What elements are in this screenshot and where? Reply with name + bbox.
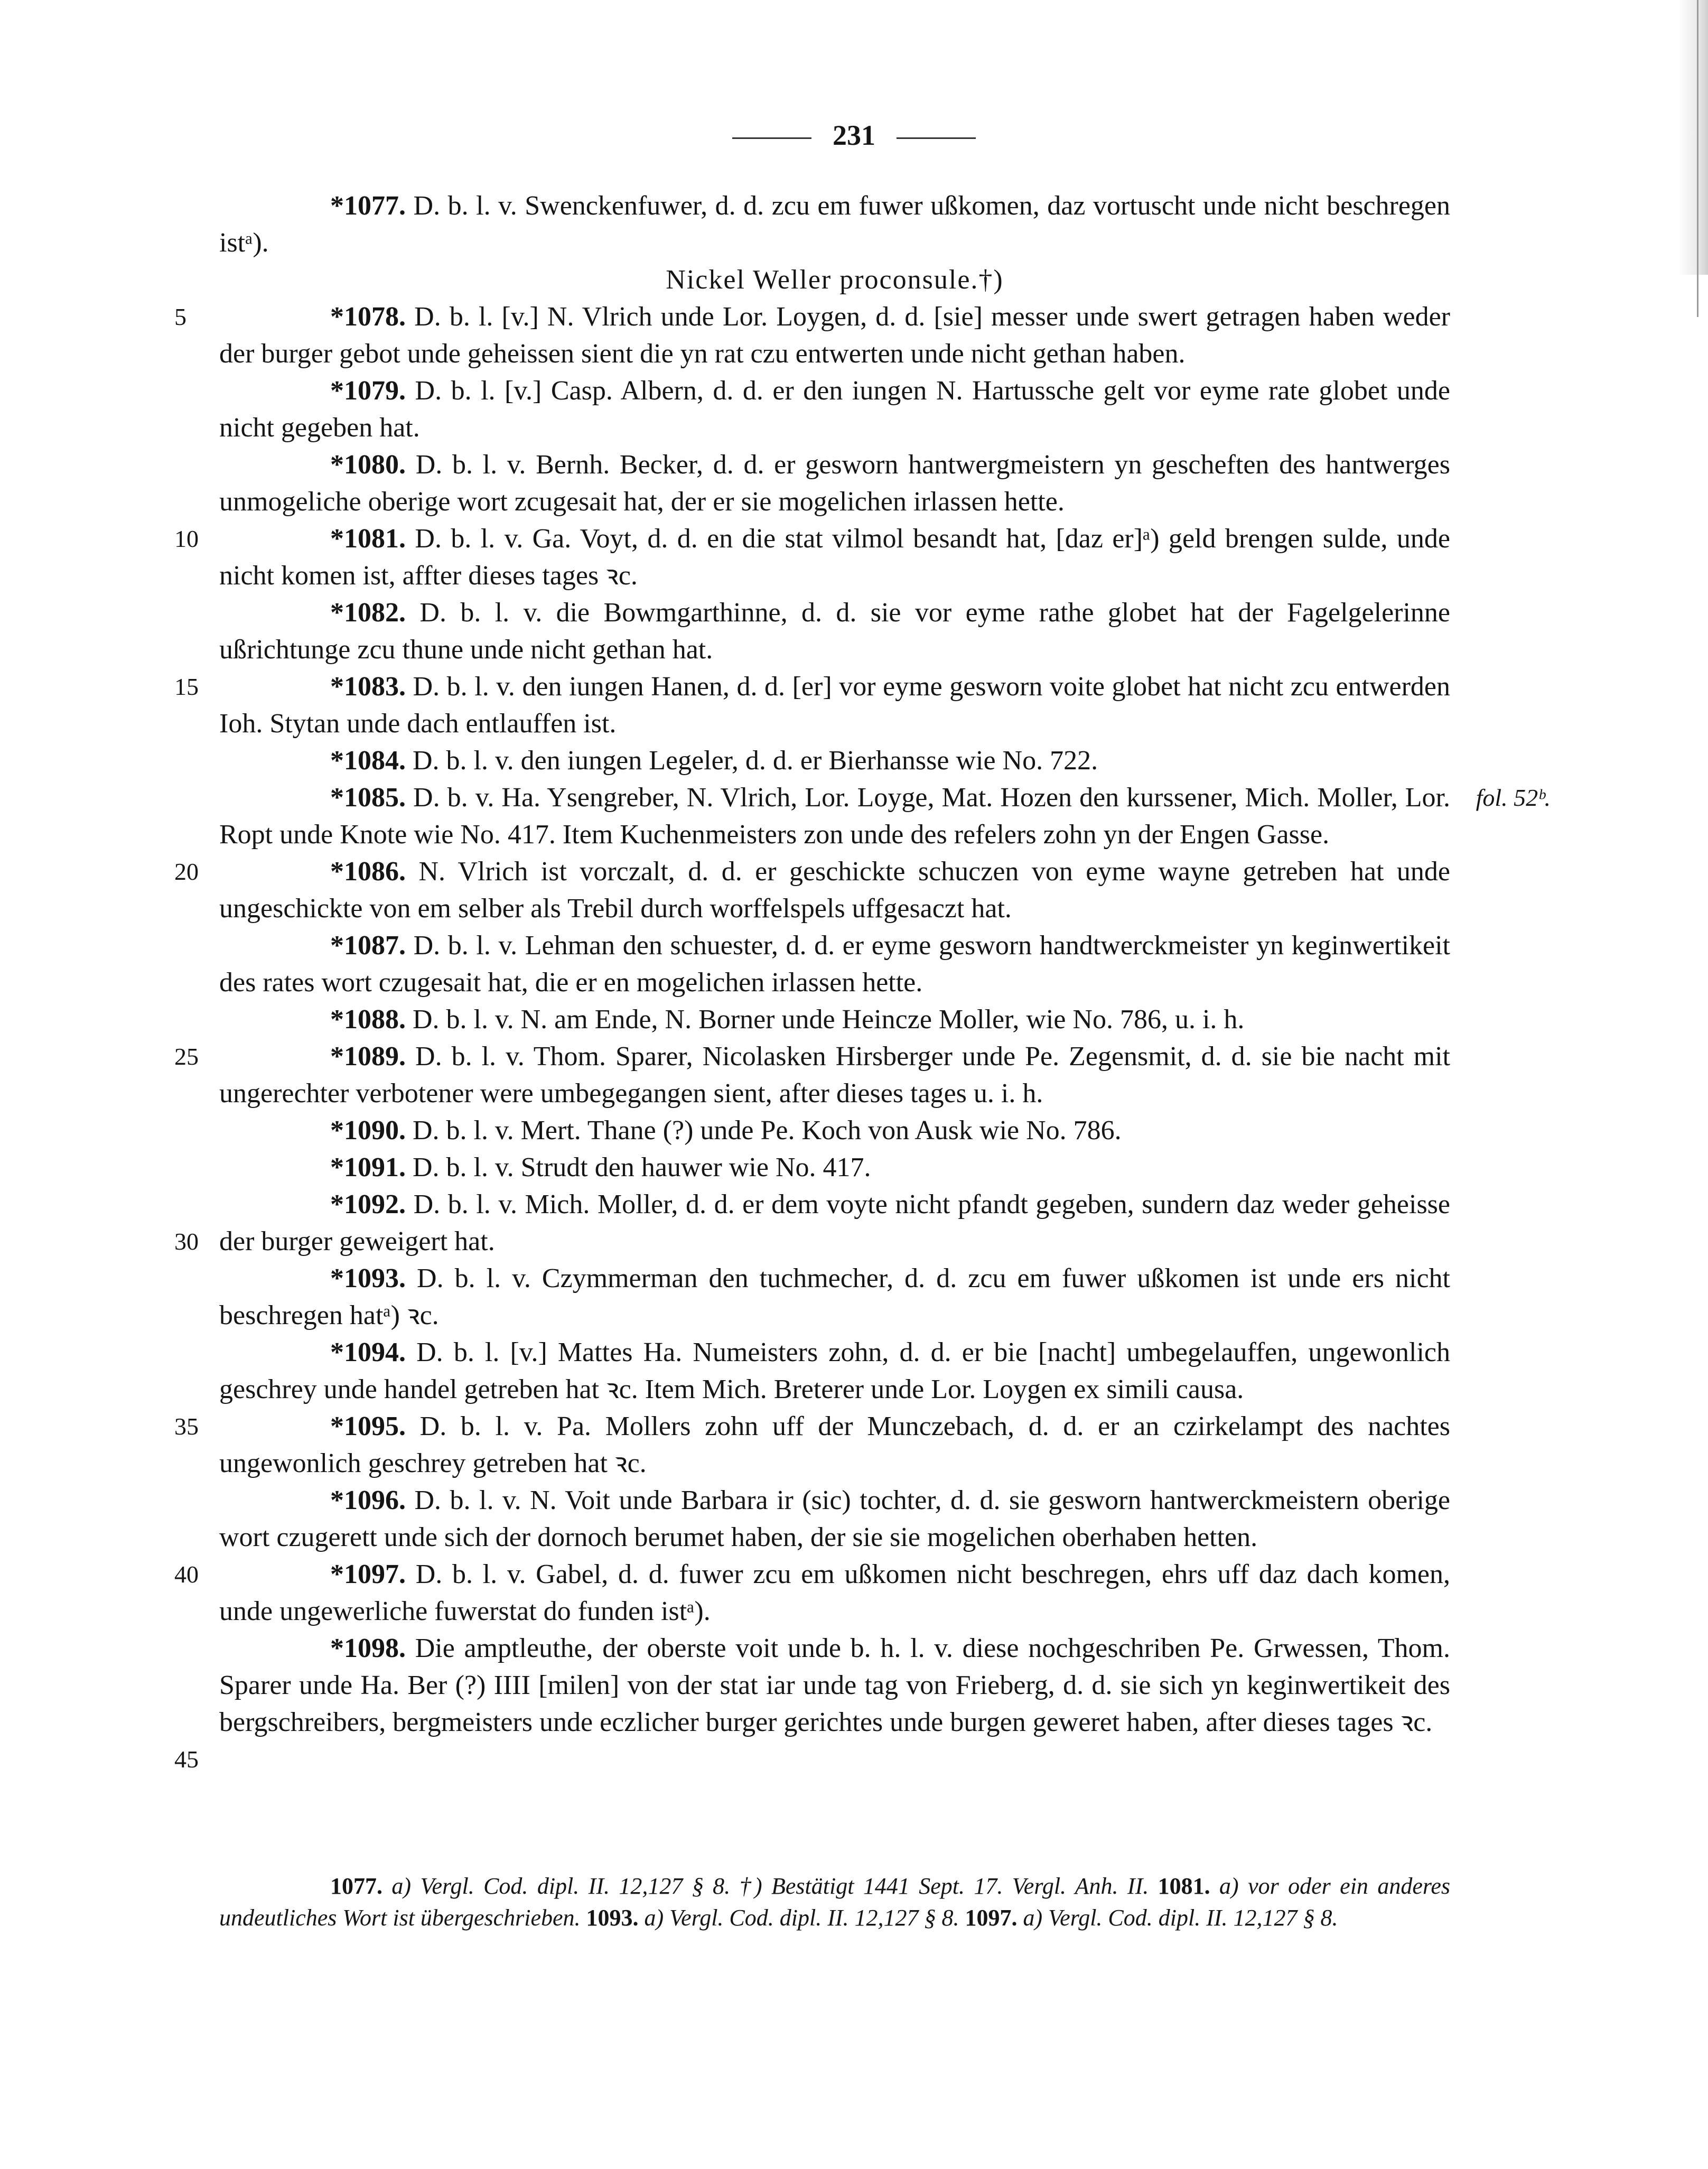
entry-number: *1079.: [330, 376, 406, 406]
line-number: 5: [174, 303, 186, 330]
entry-text: D. b. l. v. Thom. Sparer, Nicolasken Hirsberger unde Pe. Zegensmit, d. d. sie bie nacht mit ungerechter verbotener were umbegegangen sient, after dieses tages u. i. h.: [219, 1041, 1450, 1109]
entry-number: *1085.: [330, 783, 406, 813]
entry: [219, 779, 1551, 853]
main-text: [174, 188, 1551, 1773]
entry: [219, 1112, 1450, 1149]
entry: [174, 1630, 1450, 1773]
entry: [174, 1038, 1450, 1112]
margin-folio-note: fol. 52ᵇ.: [1476, 784, 1551, 811]
entry-number: *1092.: [330, 1189, 406, 1220]
entry: [174, 668, 1450, 742]
line-number: 30: [174, 1228, 199, 1255]
entry: [174, 853, 1450, 927]
entry-text: D. b. l. [v.] Casp. Albern, d. d. er den iungen N. Hartussche gelt vor eyme rate globet unde nicht gegeben hat.: [219, 376, 1450, 443]
entry-number: *1096.: [330, 1485, 406, 1515]
line-number: 10: [174, 525, 199, 552]
footnote-number: 1081.: [1158, 1873, 1210, 1899]
page-edge-line: [1697, 0, 1698, 317]
line-number: 35: [174, 1413, 199, 1440]
line-number: 45: [174, 1746, 199, 1773]
page-header: [0, 119, 1708, 152]
entry-number: *1098.: [330, 1633, 406, 1663]
page-number: 231: [833, 119, 875, 151]
entry-text: D. b. l. [v.] Mattes Ha. Numeisters zohn, d. d. er bie [nacht] umbegelauffen, ungewonlich geschrey unde handel getreben hat ꝛc. Item Mich. Breterer unde Lor. Loygen ex simili causa.: [219, 1337, 1450, 1404]
entry-number: *1097.: [330, 1559, 406, 1589]
line-number: 15: [174, 673, 199, 700]
entry: [219, 188, 1450, 262]
footnote-text: a) Vergl. Cod. dipl. II. 12,127 § 8.: [1017, 1905, 1338, 1931]
footnote-text: a) Vergl. Cod. dipl. II. 12,127 § 8. †) Bestätigt 1441 Sept. 17. Vergl. Anh. II.: [382, 1873, 1158, 1899]
entry-text: D. b. l. v. den iungen Legeler, d. d. er Bierhansse wie No. 722.: [406, 746, 1098, 776]
entry: [219, 742, 1450, 779]
entry-text: D. b. l. v. Mert. Thane (?) unde Pe. Koch von Ausk wie No. 786.: [406, 1115, 1122, 1146]
entry-text: Nickel Weller proconsule.†): [666, 265, 1004, 295]
entry-text: D. b. l. v. N. am Ende, N. Borner unde Heincze Moller, wie No. 786, u. i. h.: [406, 1004, 1245, 1035]
entry-text: D. b. l. v. Mich. Moller, d. d. er dem voyte nicht pfandt gegeben, sundern daz weder geheisse der burger geweigert hat.: [219, 1189, 1450, 1256]
entry: [174, 299, 1450, 373]
entry-number: *1084.: [330, 746, 406, 776]
header-rule-left: [732, 137, 811, 139]
entry: [219, 373, 1450, 446]
entry: [219, 594, 1450, 668]
line-number: 40: [174, 1561, 199, 1588]
entry: [219, 1408, 1450, 1482]
entry-text: D. b. l. v. Strudt den hauwer wie No. 417.: [406, 1152, 871, 1183]
entry: [219, 1149, 1450, 1186]
footnote-number: 1097.: [965, 1905, 1018, 1931]
entry-number: *1095.: [330, 1411, 406, 1441]
entry-number: *1091.: [330, 1152, 406, 1183]
entry-text: D. b. l. v. N. Voit unde Barbara ir (sic) tochter, d. d. sie gesworn hantwerckmeistern oberige wort czugerett unde sich der dornoch berumet haben, der sie sie mogelichen oberhaben hetten.: [219, 1485, 1450, 1552]
entry-number: *1087.: [330, 930, 406, 961]
entry-number: *1089.: [330, 1041, 406, 1072]
entry: [219, 1482, 1450, 1556]
line-number: 25: [174, 1043, 199, 1070]
entry-number: *1090.: [330, 1115, 406, 1146]
entry-text: D. b. l. v. Swenckenfuwer, d. d. zcu em fuwer ußkomen, daz vortuscht unde nicht beschregen istᵃ).: [219, 191, 1450, 258]
entry-text: D. b. v. Ha. Ysengreber, N. Vlrich, Lor. Loyge, Mat. Hozen den kurssener, Mich. Moller, Lor. Ropt unde Knote wie No. 417. Item Kuchenmeisters zon unde des refelers zohn yn der Engen Gasse.: [219, 783, 1450, 850]
entry: [219, 927, 1450, 1001]
entry: [174, 1556, 1450, 1630]
entry: [174, 1186, 1450, 1260]
entry-text: Die amptleuthe, der oberste voit unde b. h. l. v. diese nochgeschriben Pe. Grwessen, Thom. Sparer unde Ha. Ber (?) IIII [milen] von der stat iar unde tag von Frieberg, d. d. sie sich yn keginwertikeit des bergschreibers, bergmeisters unde eczlicher burger gerichtes unde burgen geweret haben, after dieses tages ꝛc.: [219, 1633, 1450, 1737]
entry: [219, 446, 1450, 520]
entry-text: D. b. l. v. Czymmerman den tuchmecher, d. d. zcu em fuwer ußkomen ist unde ers nicht beschregen hatᵃ) ꝛc.: [219, 1263, 1450, 1330]
entry-text: D. b. l. v. Bernh. Becker, d. d. er gesworn hantwergmeistern yn gescheften des hantwerges unmogeliche oberige wort zcugesait hat, der er sie mogelichen irlassen hette.: [219, 450, 1450, 517]
entry-number: *1078.: [330, 302, 406, 332]
entry-text: D. b. l. v. Pa. Mollers zohn uff der Munczebach, d. d. er an czirkelampt des nachtes ungewonlich geschrey getreben hat ꝛc.: [219, 1411, 1450, 1478]
entry-text: D. b. l. v. Gabel, d. d. fuwer zcu em ußkomen nicht beschregen, ehrs uff daz dach komen, unde ungewerliche fuwerstat do funden istᵃ).: [219, 1559, 1450, 1626]
entry-number: *1094.: [330, 1337, 406, 1367]
entry: [174, 520, 1450, 594]
entry-text: D. b. l. v. Ga. Voyt, d. d. en die stat vilmol besandt hat, [daz er]ᵃ) geld brengen sulde, unde nicht komen ist, affter dieses tages ꝛc.: [219, 524, 1450, 591]
entry-number: *1082.: [330, 598, 406, 628]
entry-number: *1093.: [330, 1263, 406, 1293]
footnote-number: 1093.: [586, 1905, 639, 1931]
entry-number: *1081.: [330, 524, 406, 554]
entry-text: D. b. l. v. den iungen Hanen, d. d. [er] vor eyme gesworn voite globet hat nicht zcu entwerden Ioh. Stytan unde dach entlauffen ist.: [219, 672, 1450, 739]
footnote-number: 1077.: [330, 1873, 382, 1899]
entry-text: D. b. l. v. Lehman den schuester, d. d. er eyme gesworn handtwerckmeister yn keginwertikeit des rates wort czugesait hat, die er en mogelichen irlassen hette.: [219, 930, 1450, 998]
entry-number: *1086.: [330, 857, 406, 887]
entry-text: D. b. l. v. die Bowmgarthinne, d. d. sie vor eyme rathe globet hat der Fagelgelerinne ußrichtunge zcu thune unde nicht gethan hat.: [219, 598, 1450, 665]
entry: [219, 1260, 1450, 1334]
footnote-text: a) Vergl. Cod. dipl. II. 12,127 § 8.: [638, 1905, 965, 1931]
footnotes: [219, 1870, 1450, 1934]
entry-text: D. b. l. [v.] N. Vlrich unde Lor. Loygen, d. d. [sie] messer unde swert getragen haben weder der burger gebot unde geheissen sient die yn rat czu entwerten unde nicht gethan haben.: [219, 302, 1450, 369]
entry-text: N. Vlrich ist vorczalt, d. d. er geschickte schuczen von eyme wayne getreben hat unde ungeschickte von em selber als Trebil durch worffelspels uffgesaczt hat.: [219, 857, 1450, 924]
line-number: 20: [174, 858, 199, 885]
footnote-text: a) vor oder ein anderes undeutliches Wort ist übergeschrieben.: [219, 1873, 1450, 1931]
section-heading: [219, 262, 1450, 299]
entry-number: *1083.: [330, 672, 406, 702]
header-rule-right: [897, 137, 976, 139]
entry-number: *1080.: [330, 450, 406, 480]
entry: [219, 1001, 1450, 1038]
entry-number: *1077.: [330, 191, 406, 221]
entry-number: *1088.: [330, 1004, 406, 1035]
